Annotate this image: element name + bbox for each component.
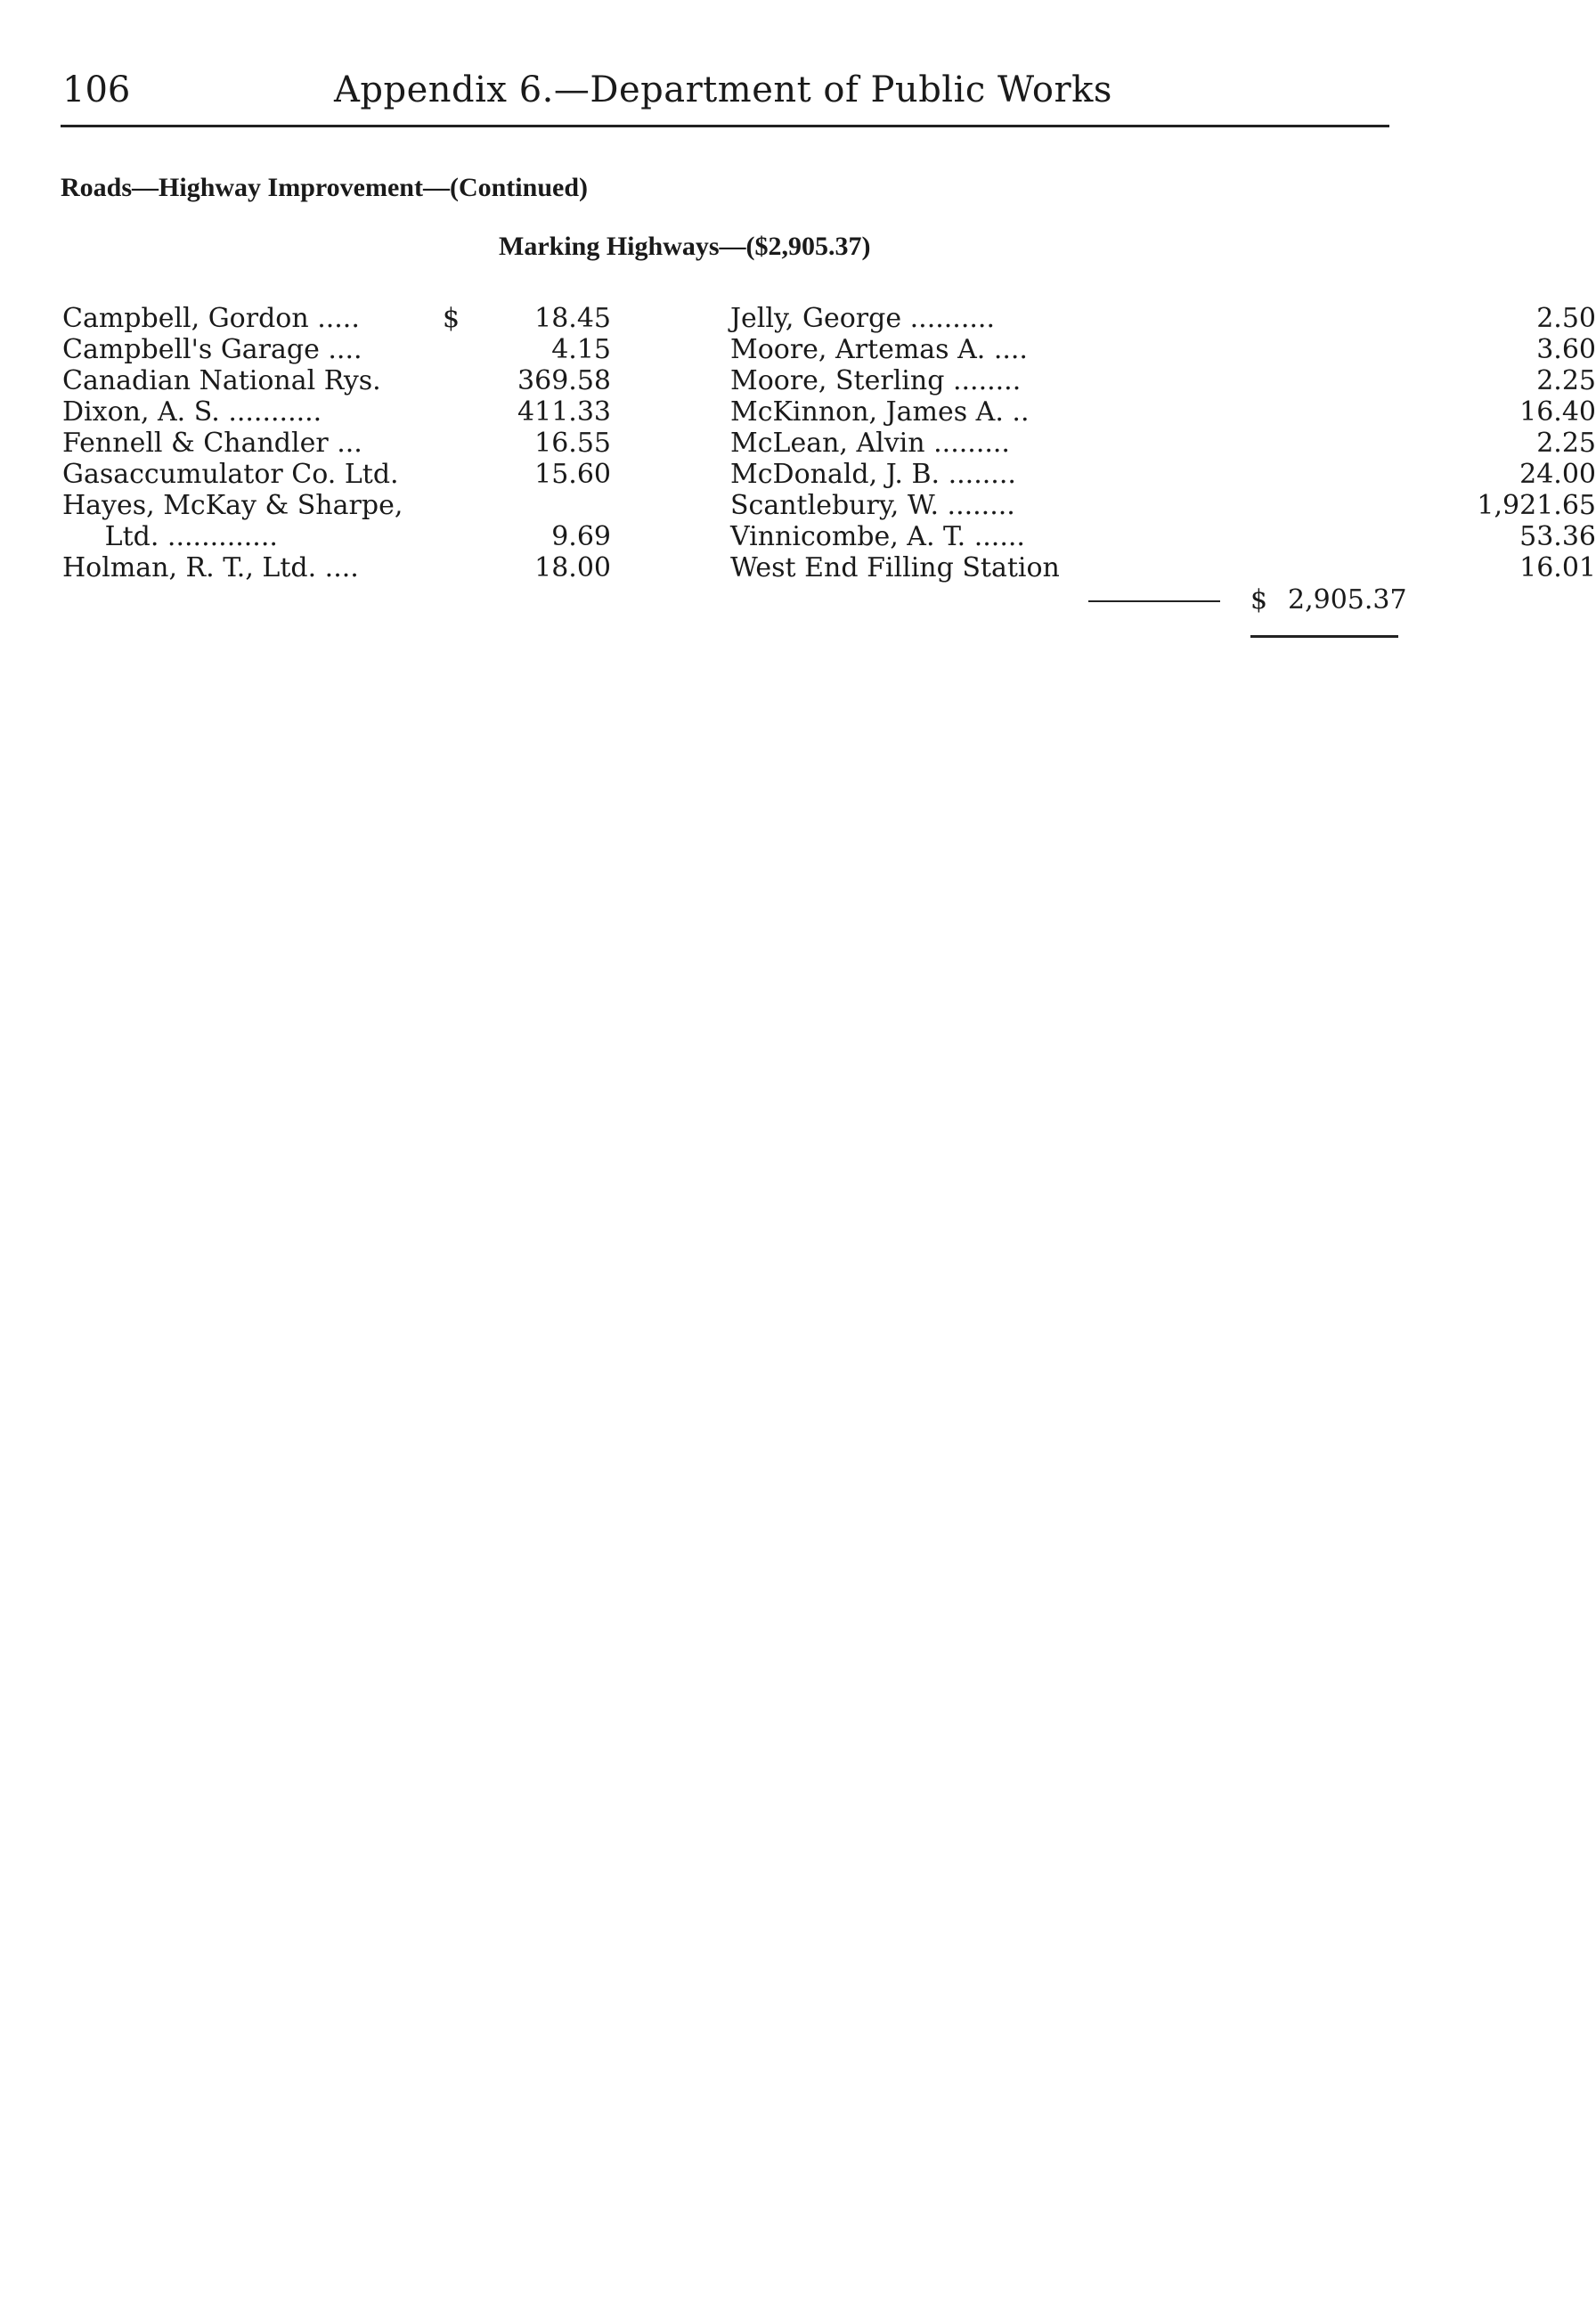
payee-amount: 411.33 xyxy=(517,396,611,428)
payee-amount: 2.50 xyxy=(1536,303,1596,334)
payee-name: Moore, Artemas A. .... xyxy=(730,334,1028,365)
header-divider xyxy=(61,125,1389,127)
payee-amount: 18.45 xyxy=(534,303,611,334)
payee-name: Moore, Sterling ........ xyxy=(730,365,1022,396)
payee-name: Vinnicombe, A. T. ...... xyxy=(730,521,1025,552)
section-heading: Roads—Highway Improvement—(Continued) xyxy=(61,173,588,202)
payee-name: Canadian National Rys. xyxy=(62,365,381,396)
payee-amount: 16.55 xyxy=(534,428,611,459)
payee-amount: 2.25 xyxy=(1536,428,1596,459)
payee-name: Holman, R. T., Ltd. .... xyxy=(62,552,359,583)
payee-name: West End Filling Station xyxy=(730,552,1060,583)
total-rule xyxy=(1250,635,1398,638)
payee-amount: 1,921.65 xyxy=(1477,490,1596,521)
payee-amount: 369.58 xyxy=(517,365,611,396)
payee-name: McLean, Alvin ......... xyxy=(730,428,1010,459)
payee-name: Dixon, A. S. ........... xyxy=(62,396,322,428)
payee-amount: 16.01 xyxy=(1519,552,1596,583)
subsection-heading: Marking Highways—($2,905.37) xyxy=(499,232,871,261)
total-currency-symbol: $ xyxy=(1250,584,1268,616)
payee-name: McDonald, J. B. ........ xyxy=(730,459,1016,490)
payee-name: Campbell, Gordon ..... xyxy=(62,303,360,334)
payee-name: Jelly, George .......... xyxy=(730,303,995,334)
payee-amount: 18.00 xyxy=(534,552,611,583)
currency-symbol: $ xyxy=(443,303,460,334)
payee-amount: 2.25 xyxy=(1536,365,1596,396)
payee-name: Hayes, McKay & Sharpe, xyxy=(62,490,403,521)
payee-amount: 15.60 xyxy=(534,459,611,490)
payee-amount: 4.15 xyxy=(551,334,611,365)
payee-name: Fennell & Chandler ... xyxy=(62,428,362,459)
payee-name: Ltd. ............. xyxy=(62,521,278,552)
page-title: Appendix 6.—Department of Public Works xyxy=(334,69,1112,110)
payee-name: McKinnon, James A. .. xyxy=(730,396,1030,428)
total-amount: 2,905.37 xyxy=(1288,584,1407,616)
page-number: 106 xyxy=(62,69,131,110)
subtotal-rule xyxy=(1088,600,1220,602)
payee-amount: 16.40 xyxy=(1519,396,1596,428)
payee-amount: 53.36 xyxy=(1519,521,1596,552)
payee-amount: 9.69 xyxy=(551,521,611,552)
payee-name: Gasaccumulator Co. Ltd. xyxy=(62,459,399,490)
payee-amount: 3.60 xyxy=(1536,334,1596,365)
payee-name: Scantlebury, W. ........ xyxy=(730,490,1015,521)
payee-amount: 24.00 xyxy=(1519,459,1596,490)
payee-name: Campbell's Garage .... xyxy=(62,334,362,365)
